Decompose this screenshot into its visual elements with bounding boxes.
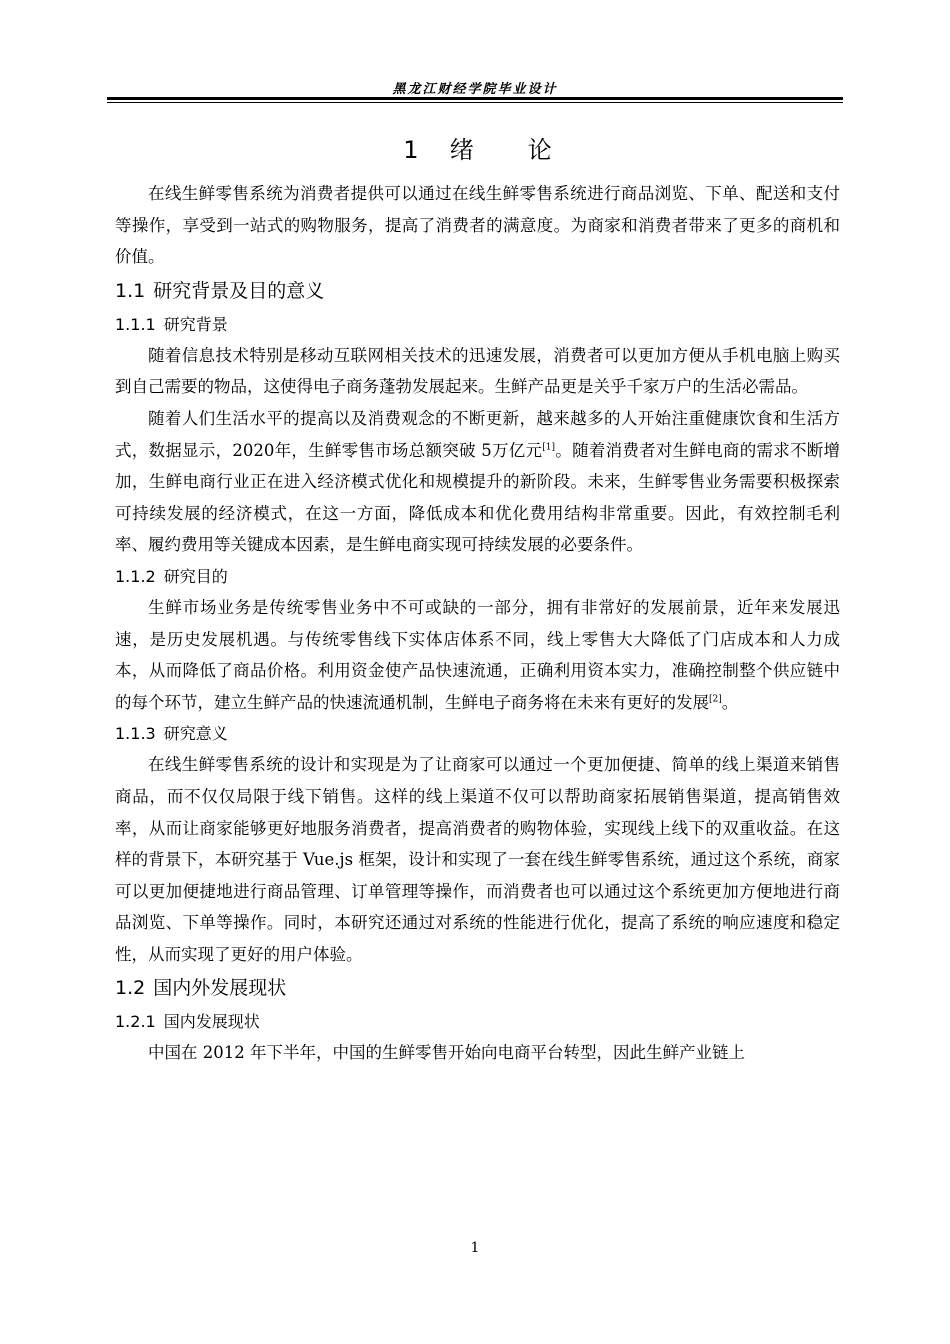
header-rule-thick [107,97,843,100]
subsection-title: 研究意义 [163,724,228,744]
chapter-title-part1: 绪 [449,136,474,164]
subsection-number: 1.2.1 [115,1012,156,1032]
intro-paragraph: 在线生鲜零售系统为消费者提供可以通过在线生鲜零售系统进行商品浏览、下单、配送和支付等操作，享受到一站式的购物服务，提高了消费者的满意度。为商家和消费者带来了更多的商机和价值。 [115,184,840,267]
section-number: 1.1 [115,279,146,302]
paragraph: 中国在 2012 年下半年，中国的生鲜零售开始向电商平台转型，因此生鲜产业链上 [148,1043,745,1063]
paragraph-text: 随着人们生活水平的提高以及消费观念的不断更新，越来越多的人开始注重健康饮食和生活方式，数据显示，2020年，生鲜零售市场总额突破 5万亿元 [115,408,840,460]
paragraph-text: 生鲜市场业务是传统零售业务中不可或缺的一部分，拥有非常好的发展前景，近年来发展迅速，是历史发展机遇。与传统零售线下实体店体系不同，线上零售大大降低了门店成本和人力成本，从而降低了商品价格。利用资金使产品快速流通，正确利用资本实力，准确控制整个供应链中的每个环节，建立生鲜产品的快速流通机制，生鲜电子商务将在未来有更好的发展 [115,597,840,712]
subsection-heading-1-1-3 [115,718,840,749]
subsection-number: 1.1.3 [115,724,156,744]
section-number: 1.2 [115,977,146,1000]
chapter-title-part2: 论 [527,136,552,164]
paragraph-text: 。随着消费者对生鲜电商的需求不断增加，生鲜电商行业正在进入经济模式优化和规模提升的新阶段。未来，生鲜零售业务需要积极探索可持续发展的经济模式，在这一方面，降低成本和优化费用结构非常重要。因此，有效控制毛利率、履约费用等关键成本因素，是生鲜电商实现可持续发展的必要条件。 [115,440,841,555]
paragraph-text: 。 [721,692,739,712]
subsection-title: 研究背景 [163,314,228,334]
subsection-heading-1-1-1 [115,309,840,340]
chapter-number: 1 [403,136,419,164]
section-heading-1-2 [115,970,840,1006]
paragraph: 随着信息技术特别是移动互联网相关技术的迅速发展，消费者可以更加方便从手机电脑上购买到自己需要的物品，这使得电子商务蓬勃发展起来。生鲜产品更是关乎千家万户的生活必需品。 [115,345,840,397]
subsection-title: 研究目的 [163,566,228,586]
paragraph [115,592,840,718]
header-rule-thin [107,102,843,103]
subsection-number: 1.1.1 [115,314,156,334]
citation-ref: [1] [542,442,556,453]
section-heading-1-1 [115,273,840,309]
running-header: 黑龙江财经学院毕业设计 [392,82,558,97]
citation-ref: [2] [709,694,722,705]
paragraph: 在线生鲜零售系统的设计和实现是为了让商家可以通过一个更加便捷、简单的线上渠道来销售商品，而不仅仅局限于线下销售。这样的线上渠道不仅可以帮助商家拓展销售渠道，提高销售效率，从而让商家能够更好地服务消费者，提高消费者的购物体验，实现线上线下的双重收益。在这样的背景下，本研究基于 Vue.js 框架，设计和实现了一套在线生鲜零售系统，通过这个系统，商家可以更加便捷地进行商品管理、订单管理等操作，而消费者也可以通过这个系统更加方便地进行商品浏览、下单等操作。同时，本研究还通过对系统的性能进行优化，提高了系统的响应速度和稳定性，从而实现了更好的用户体验。 [115,755,840,964]
page-number: 1 [470,1240,480,1256]
subsection-heading-1-1-2 [115,561,840,592]
chapter-title [115,126,840,174]
subsection-number: 1.1.2 [115,566,156,586]
subsection-heading-1-2-1 [115,1006,840,1037]
page-body [115,126,840,1069]
subsection-title: 国内发展现状 [163,1012,260,1032]
section-title: 研究背景及目的意义 [153,279,325,302]
section-title: 国内外发展现状 [153,977,287,1000]
paragraph [115,403,840,561]
